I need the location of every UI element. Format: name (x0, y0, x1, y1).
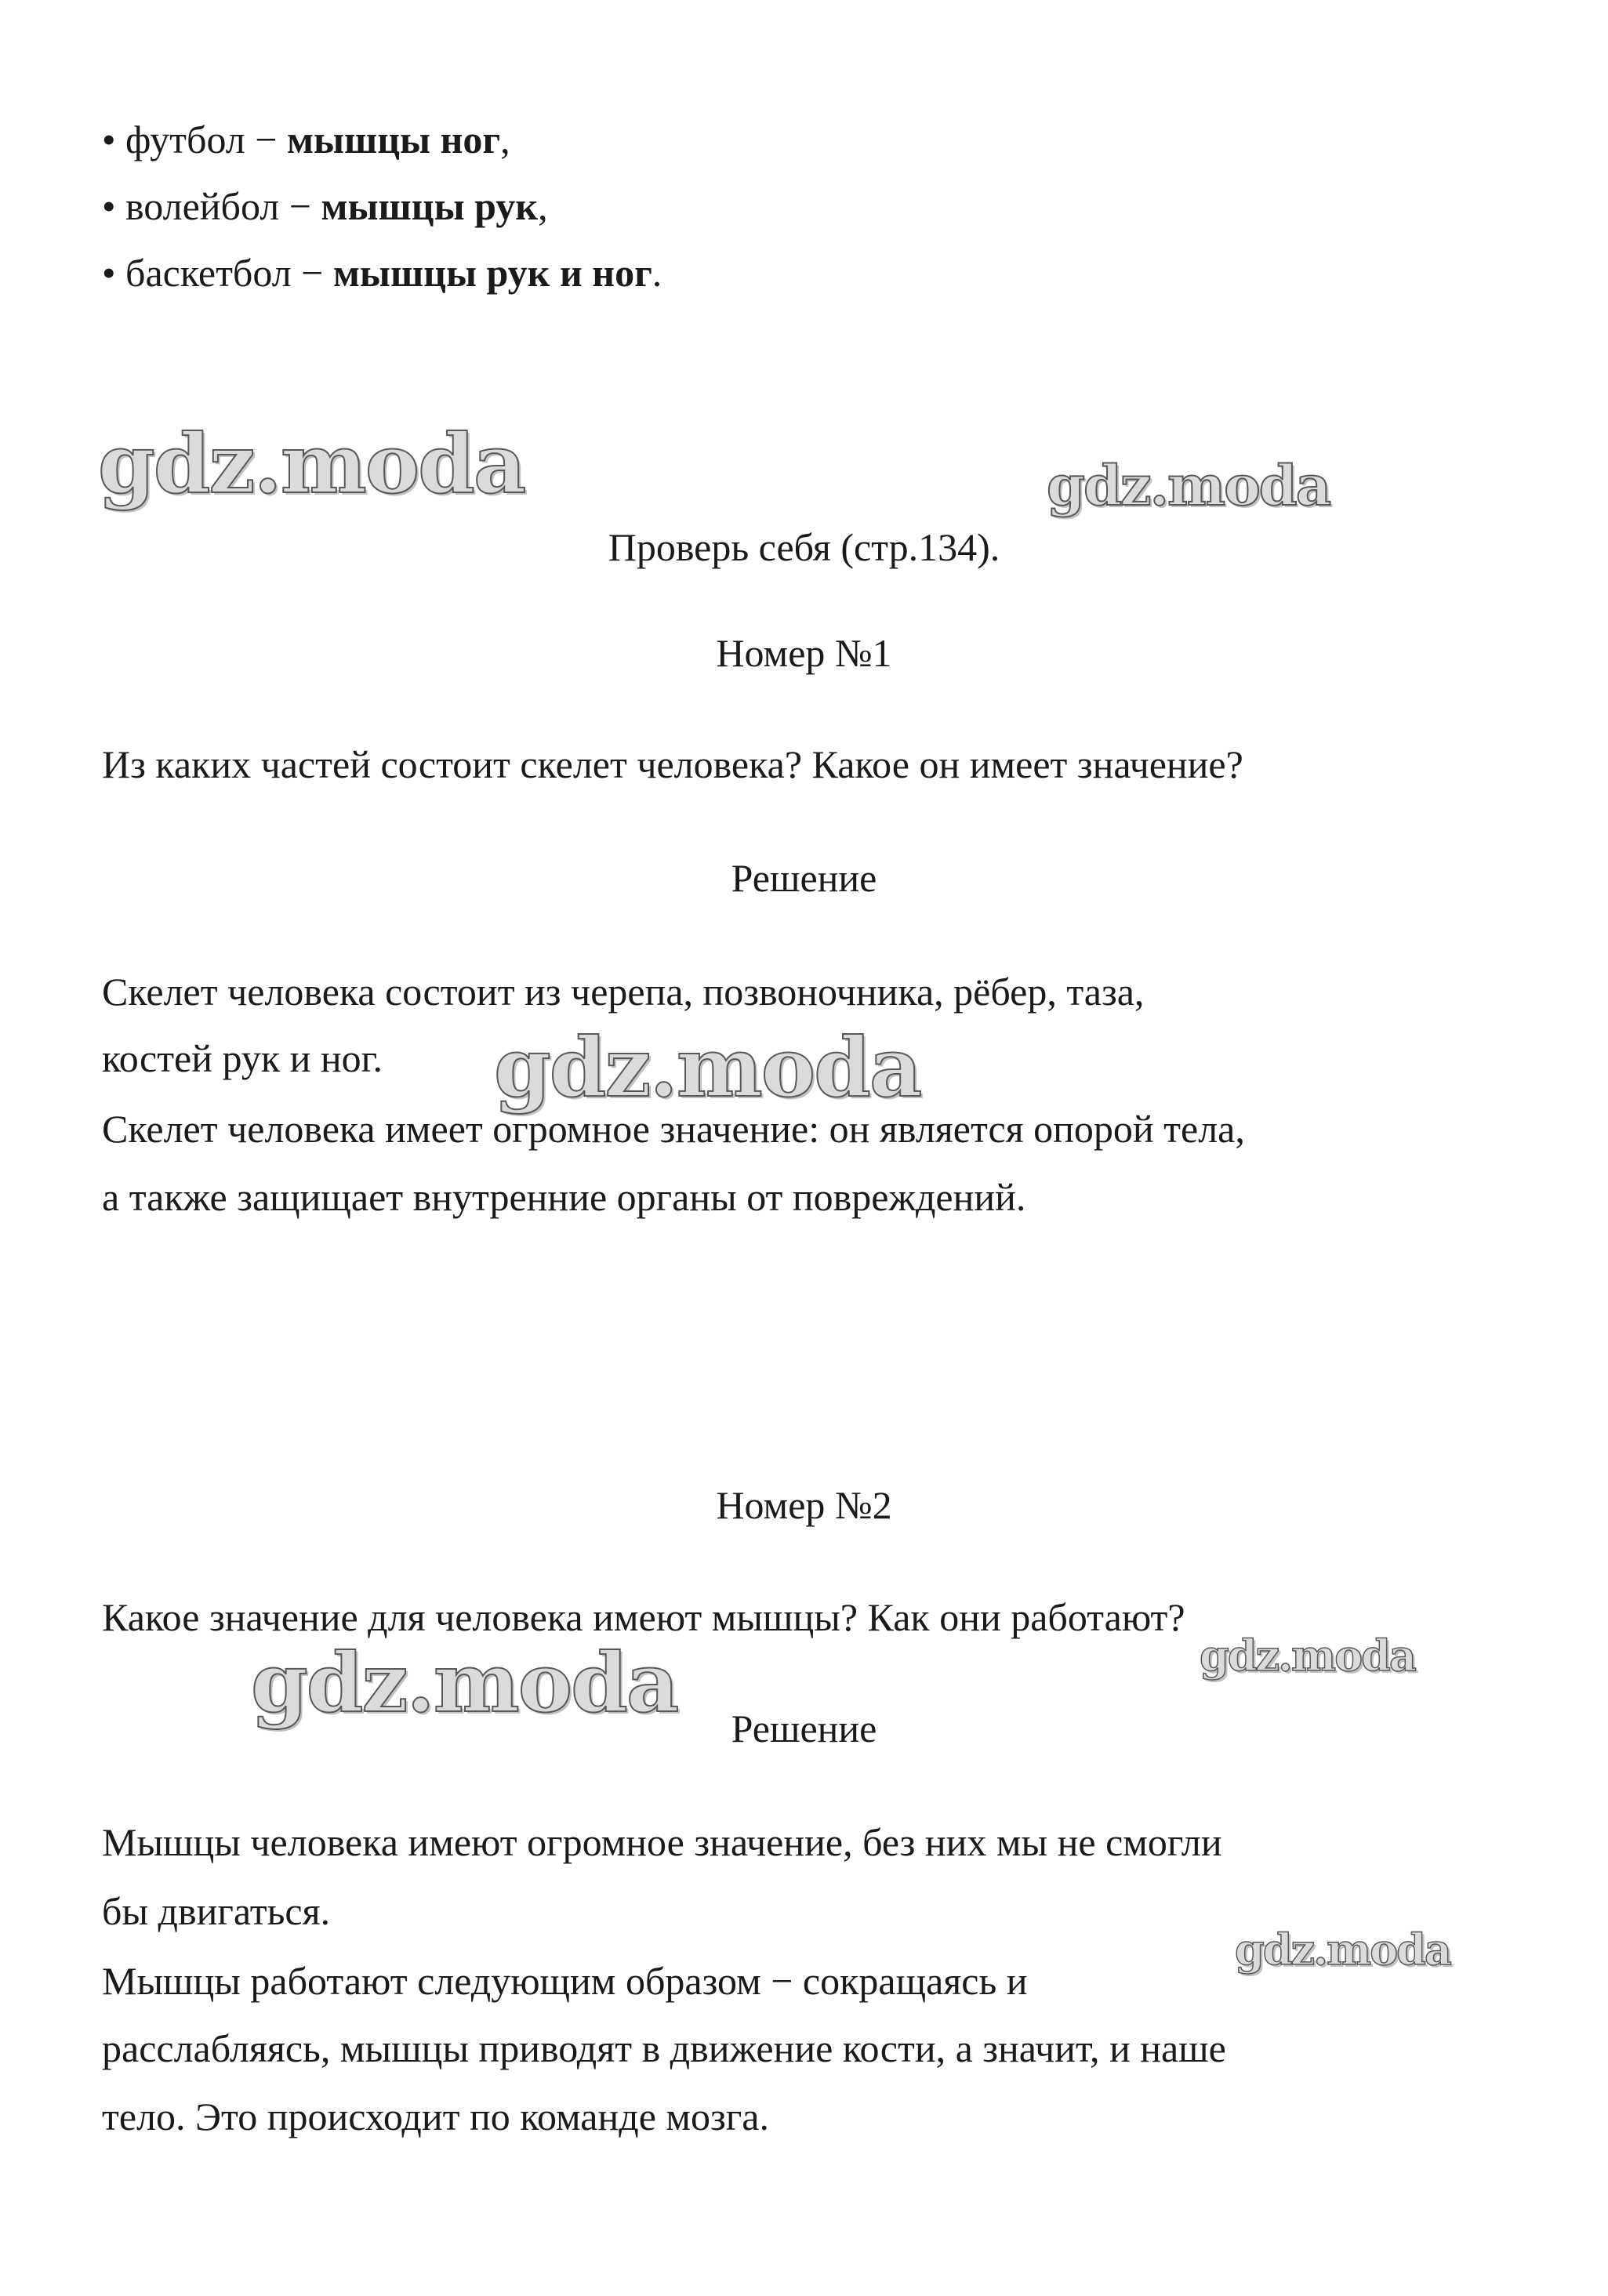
bullet-football: • футбол − мышцы ног, (102, 118, 510, 161)
bullet-basketball: • баскетбол − мышцы рук и ног. (102, 251, 662, 295)
q1-number: Номер №1 (716, 631, 892, 675)
q1-answer-line: костей рук и ног. (102, 1036, 383, 1080)
q2-number: Номер №2 (716, 1483, 892, 1527)
watermark-logo: gdz.moda (1235, 1924, 1450, 1975)
q1-answer-line: Скелет человека состоит из черепа, позвоночника, рёбер, таза, (102, 970, 1145, 1014)
watermark-logo: gdz.moda (251, 1634, 678, 1731)
q2-question: Какое значение для человека имеют мышцы? Как они работают? (102, 1595, 1185, 1639)
q1-answer-line: Скелет человека имеет огромное значение: он является опорой тела, (102, 1107, 1245, 1151)
q2-answer-line: тело. Это происходит по команде мозга. (102, 2095, 769, 2138)
q2-answer-line: расслабляясь, мышцы приводят в движение кости, а значит, и наше (102, 2026, 1226, 2070)
q1-solution-label: Решение (731, 856, 877, 900)
bullet-volleyball: • волейбол − мышцы рук, (102, 184, 548, 228)
section-title: Проверь себя (стр.134). (608, 525, 1000, 569)
q1-answer-line: а также защищает внутренние органы от повреждений. (102, 1175, 1026, 1219)
q2-answer-line: бы двигаться. (102, 1889, 331, 1933)
q2-solution-label: Решение (731, 1707, 877, 1750)
q2-answer-line: Мышцы работают следующим образом − сокращаясь и (102, 1959, 1028, 2003)
watermark-logo: gdz.moda (1200, 1630, 1415, 1681)
watermark-logo: gdz.moda (1047, 453, 1330, 518)
watermark-logo: gdz.moda (98, 415, 525, 512)
watermark-logo: gdz.moda (494, 1019, 921, 1115)
q1-question: Из каких частей состоит скелет человека? Какое он имеет значение? (102, 742, 1243, 786)
q2-answer-line: Мышцы человека имеют огромное значение, без них мы не смогли (102, 1820, 1222, 1864)
